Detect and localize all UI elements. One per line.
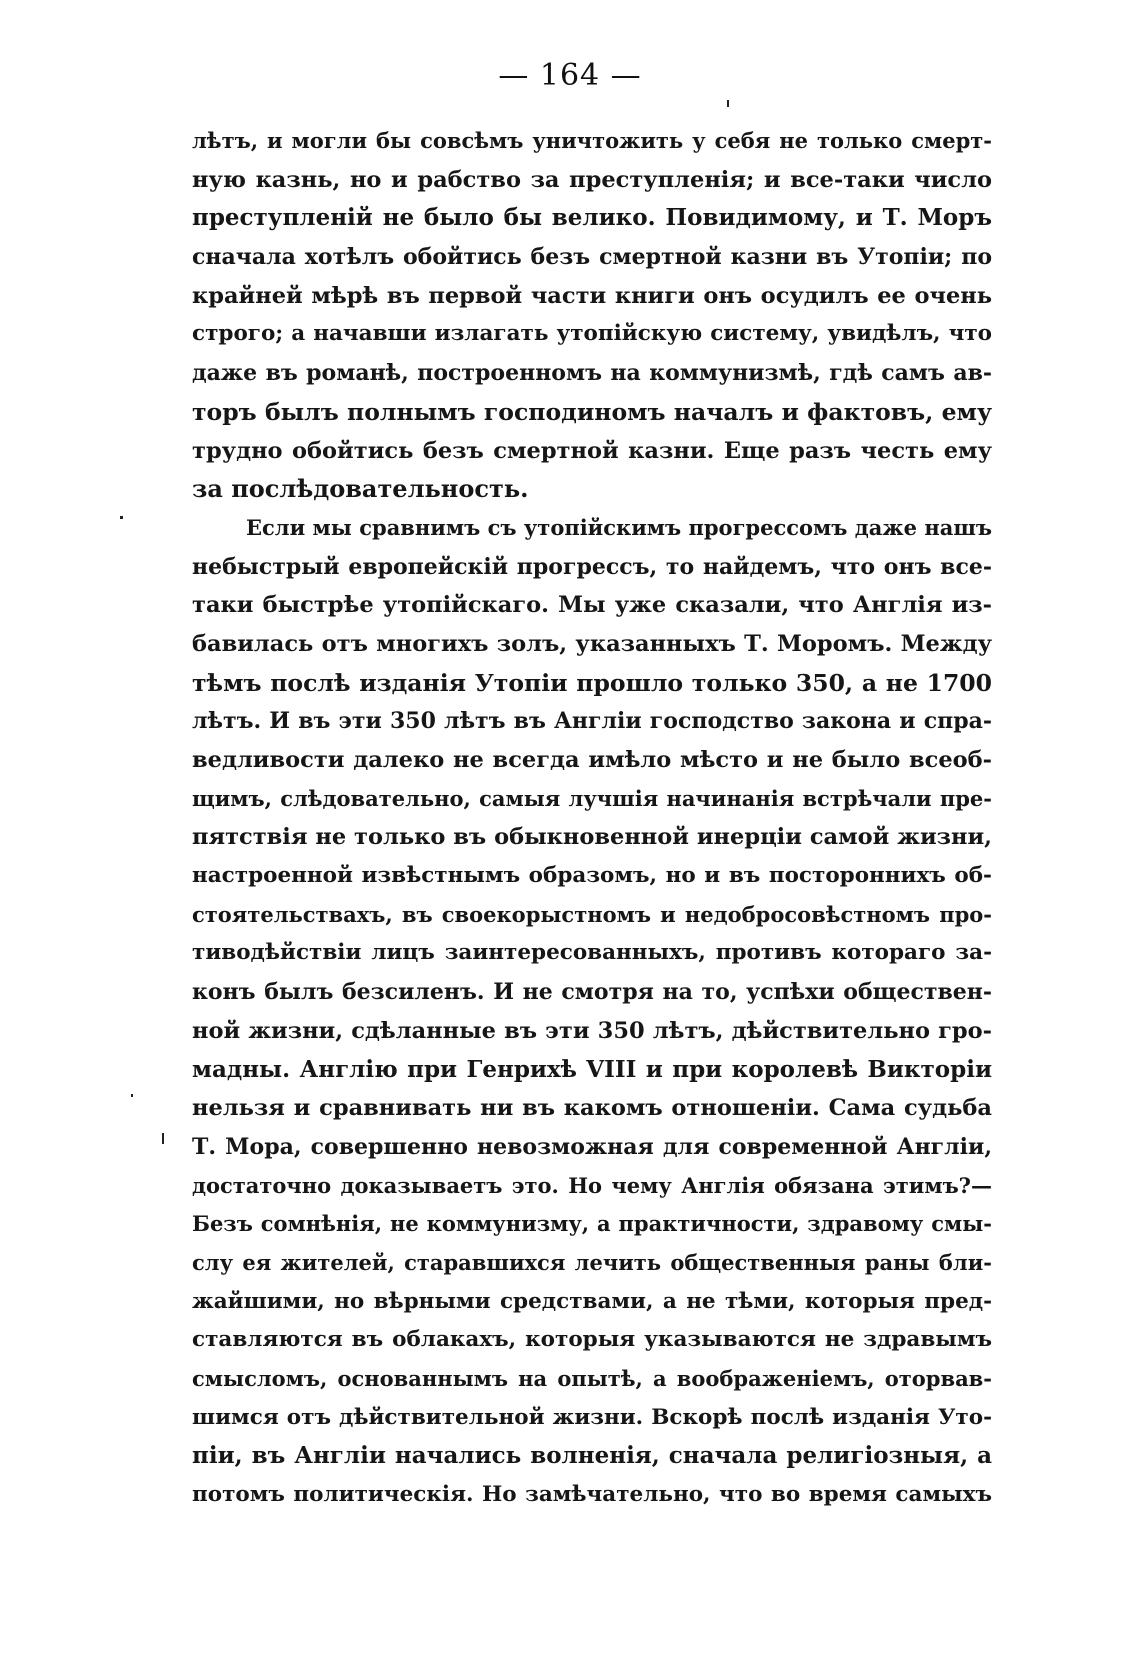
text-line: пятствія не только въ обыкновенной инерціи самой жизни, (192, 824, 992, 851)
text-line: крайней мѣрѣ въ первой части книги онъ осудилъ ее очень (192, 282, 992, 309)
text-line: достаточно доказываетъ это. Но чему Англія обязана этимъ?— (192, 1172, 992, 1198)
scan-speck (120, 516, 123, 519)
text-line: смысломъ, основаннымъ на опытѣ, а воображеніемъ, оторвав- (192, 1366, 992, 1391)
text-line: мадны. Англію при Генрихѣ VIII и при королевѣ Викторіи (192, 1055, 992, 1083)
text-line: сначала хотѣлъ обойтись безъ смертной казни въ Утопіи; по (192, 244, 992, 271)
text-line: таки быстрѣе утопійскаго. Мы уже сказали, что Англія из- (192, 592, 992, 619)
text-line: Если мы сравнимъ съ утопійскимъ прогрессомъ даже нашъ (246, 514, 992, 540)
text-line: настроенной извѣстнымъ образомъ, но и въ постороннихъ об- (192, 863, 992, 889)
text-line: піи, въ Англіи начались волненія, сначала религіозныя, а (192, 1442, 992, 1470)
text-line: Т. Мора, совершенно невозможная для современной Англіи, (192, 1133, 992, 1160)
text-line: даже въ романѣ, построенномъ на коммунизмѣ, гдѣ самъ ав- (192, 360, 992, 387)
text-line: слу ея жителей, старавшихся лечить общественныя раны бли- (192, 1249, 992, 1275)
text-line: Безъ сомнѣнія, не коммунизму, а практичности, здравому смы- (192, 1211, 992, 1237)
text-line: жайшими, но вѣрными средствами, а не тѣми, которыя пред- (192, 1288, 992, 1314)
text-line: преступленій не было бы велико. Повидимому, и Т. Моръ (192, 204, 992, 232)
text-line: небыстрый европейскій прогрессъ, то найдемъ, что онъ все- (192, 553, 992, 580)
text-line: строго; а начавши излагать утопійскую систему, увидѣлъ, что (192, 321, 992, 347)
text-line: щимъ, слѣдовательно, самыя лучшія начинанія встрѣчали пре- (192, 785, 992, 811)
text-line: тиводѣйствіи лицъ заинтересованныхъ, противъ котораго за- (192, 940, 992, 966)
text-line: шимся отъ дѣйствительной жизни. Вскорѣ послѣ изданія Уто- (192, 1404, 992, 1430)
text-line: ную казнь, но и рабство за преступленія; и все-таки число (192, 166, 992, 193)
text-line: трудно обойтись безъ смертной казни. Еще разъ честь ему (192, 437, 992, 464)
text-line: лѣтъ. И въ эти 350 лѣтъ въ Англіи господство закона и спра- (192, 708, 992, 735)
scan-speck (727, 100, 729, 107)
text-line: нельзя и сравнивать ни въ какомъ отношеніи. Сама судьба (192, 1095, 992, 1122)
scan-speck (162, 1133, 164, 1144)
text-line: бавилась отъ многихъ золъ, указанныхъ Т. Моромъ. Между (192, 630, 992, 657)
page-number: — 164 — (498, 58, 642, 93)
text-line: стоятельствахъ, въ своекорыстномъ и недобросовѣстномъ про- (192, 901, 992, 927)
text-line: лѣтъ, и могли бы совсѣмъ уничтожить у себя не только смерт- (192, 128, 992, 153)
text-line: за послѣдовательность. (192, 474, 529, 504)
text-line: торъ былъ полнымъ господиномъ началъ и фактовъ, ему (192, 397, 992, 426)
text-line: ной жизни, сдѣланные въ эти 350 лѣтъ, дѣйствительно гро- (192, 1017, 992, 1044)
text-line: ставляются въ облакахъ, которыя указываются не здравымъ (192, 1327, 992, 1353)
scan-speck (131, 1094, 133, 1097)
text-line: потомъ политическія. Но замѣчательно, что во время самыхъ (192, 1482, 992, 1508)
body-text (192, 122, 992, 1515)
text-line: ведливости далеко не всегда имѣло мѣсто и не было всеоб- (192, 747, 992, 773)
text-line: тѣмъ послѣ изданія Утопіи прошло только 350, а не 1700 (192, 668, 992, 697)
text-line: конъ былъ безсиленъ. И не смотря на то, успѣхи обществен- (192, 979, 992, 1006)
